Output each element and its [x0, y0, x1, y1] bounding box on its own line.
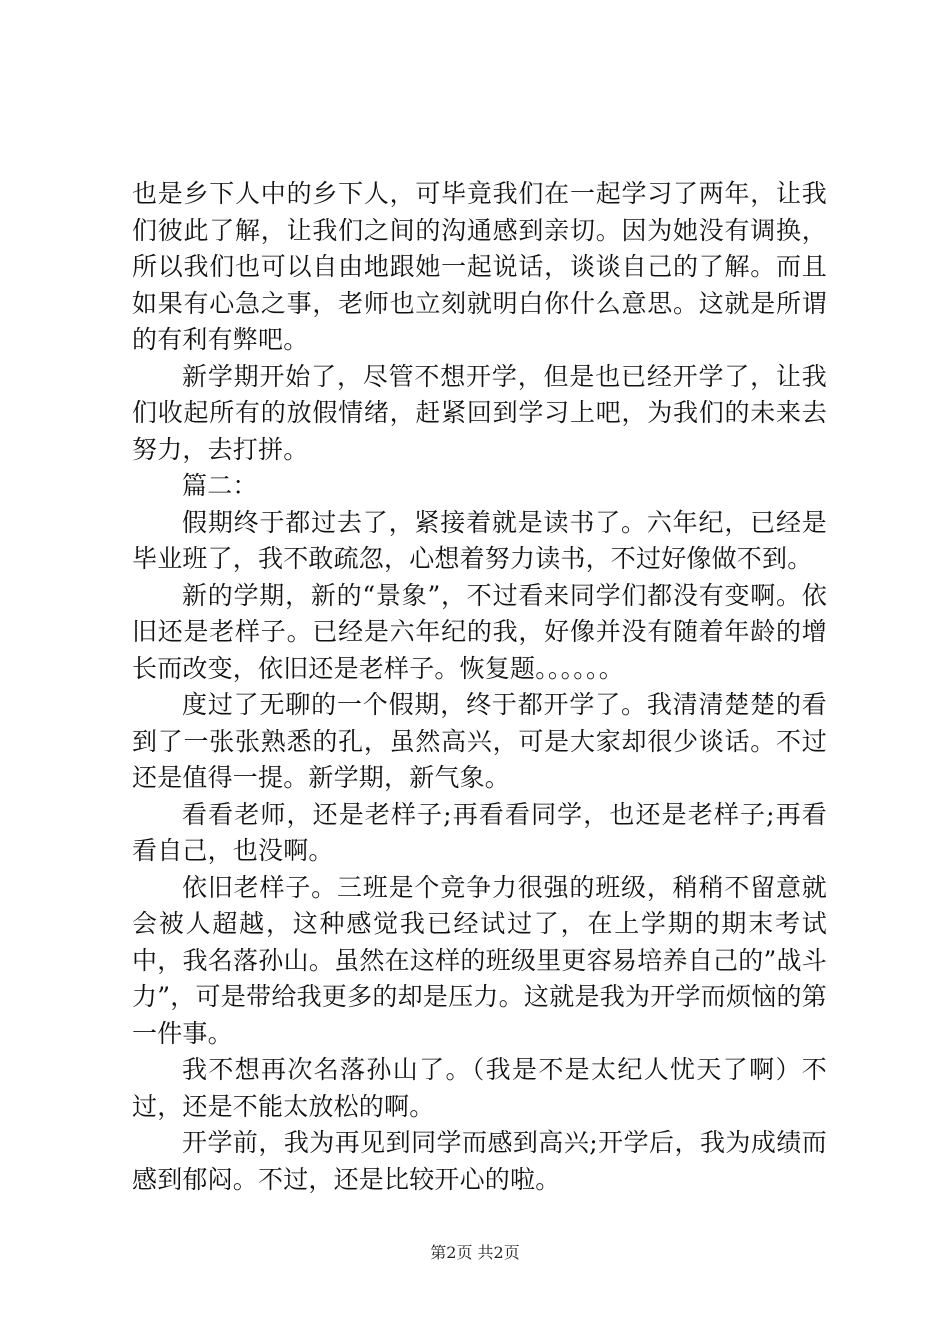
paragraph: 我不想再次名落孙山了。（我是不是太纪人忧天了啊）不过，还是不能太放松的啊。 — [132, 1055, 827, 1121]
paragraph: 假期终于都过去了，紧接着就是读书了。六年纪，已经是毕业班了，我不敢疏忽，心想着努力读书，不过好像做不到。 — [132, 507, 827, 573]
paragraph: 依旧老样子。三班是个竞争力很强的班级，稍稍不留意就会被人超越，这种感觉我已经试过了，在上学期的期末考试中，我名落孙山。虽然在这样的班级里更容易培养自己的”战斗力”，可是带给我更多的却是压力。这就是我为开学而烦恼的第一件事。 — [132, 872, 827, 1048]
page-number-footer: 第2页 共2页 — [430, 1243, 520, 1262]
section-heading: 篇二： — [182, 471, 258, 500]
paragraph: 开学前，我为再见到同学而感到高兴;开学后，我为成绩而感到郁闷。不过，还是比较开心的啦。 — [132, 1128, 827, 1194]
paragraph: 新的学期，新的“景象”，不过看来同学们都没有变啊。依旧还是老样子。已经是六年纪的我，好像并没有随着年龄的增长而改变，依旧还是老样子。恢复题。。。。。。 — [132, 580, 827, 683]
document-body — [132, 176, 827, 1198]
paragraph: 看看老师，还是老样子;再看看同学，也还是老样子;再看看自己，也没啊。 — [132, 799, 827, 865]
paragraph-continuation: 也是乡下人中的乡下人，可毕竟我们在一起学习了两年，让我们彼此了解，让我们之间的沟通感到亲切。因为她没有调换，所以我们也可以自由地跟她一起说话，谈谈自己的了解。而且如果有心急之事，老师也立刻就明白你什么意思。这就是所谓的有利有弊吧。 — [132, 179, 827, 354]
paragraph: 新学期开始了，尽管不想开学，但是也已经开学了，让我们收起所有的放假情绪，赶紧回到学习上吧，为我们的未来去努力，去打拼。 — [132, 361, 827, 464]
paragraph: 度过了无聊的一个假期，终于都开学了。我清清楚楚的看到了一张张熟悉的孔，虽然高兴，可是大家却很少谈话。不过还是值得一提。新学期，新气象。 — [132, 690, 827, 792]
